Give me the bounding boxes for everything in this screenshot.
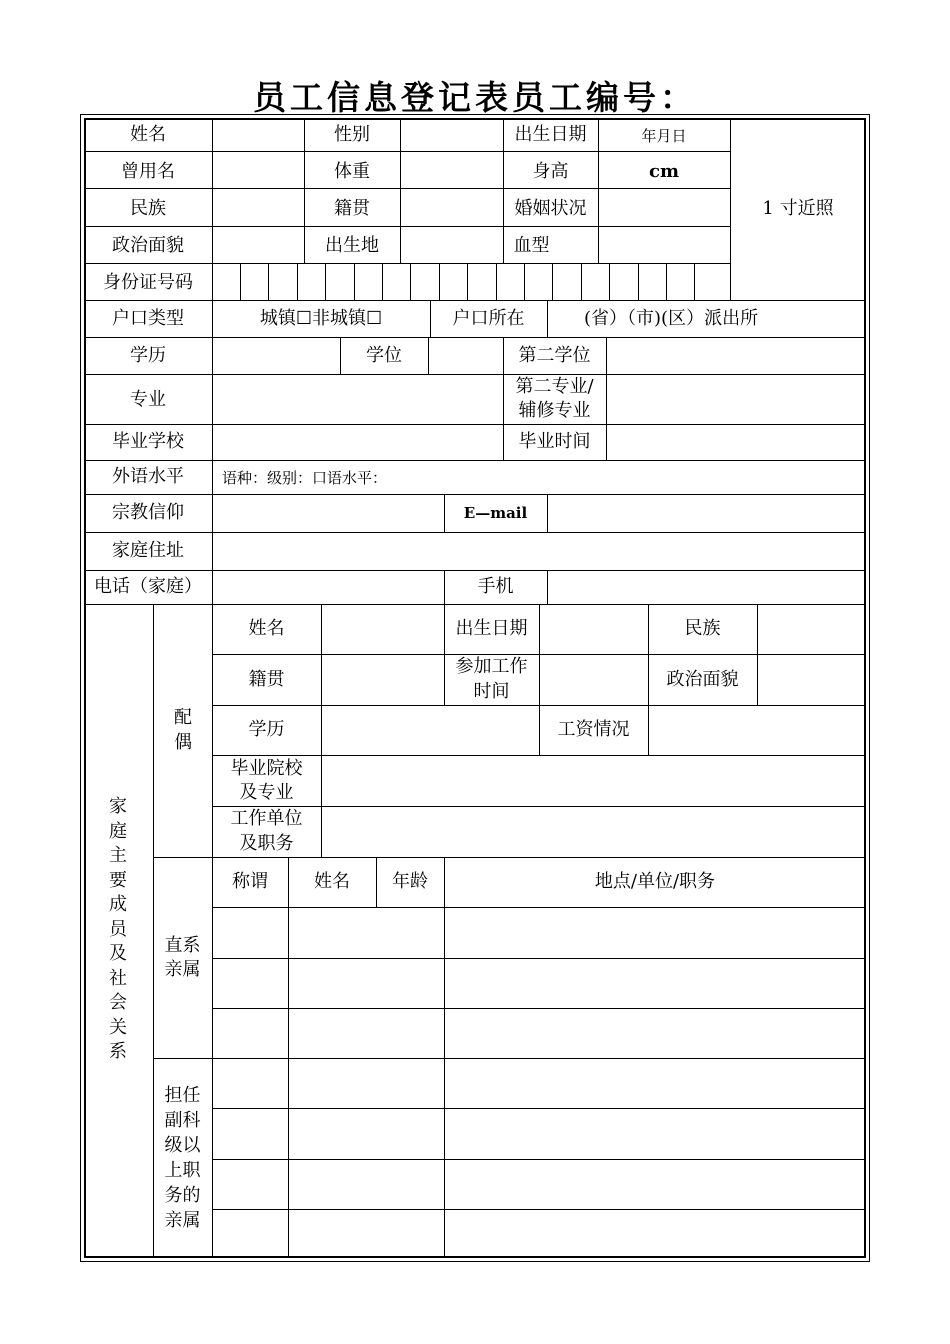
- hukou-location-template: (省）（市)(区）派出所: [584, 308, 759, 329]
- spouse-work-start-label-1: 参加工作: [455, 656, 528, 677]
- political-status-label: 政治面貌: [112, 235, 184, 256]
- spouse-school-label-1: 毕业院校: [230, 758, 303, 779]
- major-label: 专业: [130, 389, 166, 410]
- col-location: 地点/单位/职务: [594, 871, 716, 892]
- official-relatives-label-1: 担任: [164, 1085, 201, 1106]
- ethnicity-label: 民族: [130, 198, 166, 219]
- hukou-type-label: 户口类型: [112, 308, 184, 329]
- spouse-education-label: 学历: [248, 719, 285, 740]
- grad-time-label: 毕业时间: [518, 431, 591, 452]
- spouse-label: 配偶: [174, 707, 192, 753]
- hukou-type-options[interactable]: 城镇☐非城镇☐: [259, 308, 383, 329]
- official-relatives-label-6: 亲属: [164, 1210, 201, 1231]
- second-degree-label: 第二学位: [518, 345, 591, 366]
- spouse-political-status-label: 政治面貌: [666, 669, 739, 690]
- spouse-work-unit-label-2: 及职务: [239, 833, 294, 854]
- direct-relatives-label-2: 亲属: [164, 959, 201, 980]
- col-age: 年龄: [392, 871, 428, 892]
- spouse-school-label-2: 及专业: [239, 782, 294, 803]
- page-title: 员工信息登记表员工编号：: [253, 78, 697, 117]
- spouse-ethnicity-label: 民族: [684, 618, 721, 639]
- birth-date-hint: 年月日: [641, 127, 687, 145]
- native-place-label: 籍贯: [334, 198, 370, 219]
- height-unit: cm: [648, 161, 679, 182]
- name-label: 姓名: [130, 124, 166, 145]
- col-name: 姓名: [314, 871, 350, 892]
- second-major-label-1: 第二专业/: [515, 376, 594, 397]
- spouse-birth-date-label: 出生日期: [455, 618, 528, 639]
- school-label: 毕业学校: [112, 431, 184, 452]
- birthplace-label: 出生地: [325, 235, 379, 256]
- official-relatives-label-4: 上职: [164, 1160, 201, 1181]
- spouse-native-place-label: 籍贯: [248, 669, 285, 690]
- id-number-label: 身份证号码: [103, 272, 193, 293]
- col-relation: 称谓: [232, 871, 268, 892]
- weight-label: 体重: [334, 161, 370, 182]
- birth-date-label: 出生日期: [514, 124, 587, 145]
- home-phone-label: 电话（家庭）: [94, 576, 202, 597]
- religion-label: 宗教信仰: [112, 502, 184, 523]
- family-section-label: 家庭主要成员及社会关系: [109, 796, 127, 1062]
- photo-placeholder: 1 寸近照: [762, 198, 834, 219]
- official-relatives-label-2: 副科: [164, 1110, 201, 1131]
- mobile-label: 手机: [477, 576, 514, 597]
- email-label: E—mail: [463, 504, 528, 522]
- address-label: 家庭住址: [112, 540, 184, 561]
- blood-type-label: 血型: [513, 235, 550, 256]
- spouse-work-start-label-2: 时间: [473, 681, 510, 702]
- degree-label: 学位: [366, 345, 402, 366]
- official-relatives-label-5: 务的: [164, 1185, 201, 1206]
- former-name-label: 曾用名: [121, 161, 175, 182]
- marital-status-label: 婚姻状况: [514, 198, 587, 219]
- hukou-location-label: 户口所在: [452, 308, 525, 329]
- gender-label: 性别: [334, 124, 370, 145]
- direct-relatives-label-1: 直系: [164, 935, 201, 956]
- height-label: 身高: [532, 161, 569, 182]
- language-detail: 语种：级别：口语水平：: [222, 469, 388, 487]
- education-label: 学历: [130, 345, 166, 366]
- language-label: 外语水平: [112, 466, 184, 487]
- second-major-label-2: 辅修专业: [518, 400, 591, 421]
- spouse-name-label: 姓名: [248, 618, 285, 639]
- spouse-work-unit-label-1: 工作单位: [230, 808, 303, 829]
- official-relatives-label-3: 级以: [164, 1135, 201, 1156]
- spouse-salary-label: 工资情况: [557, 719, 630, 740]
